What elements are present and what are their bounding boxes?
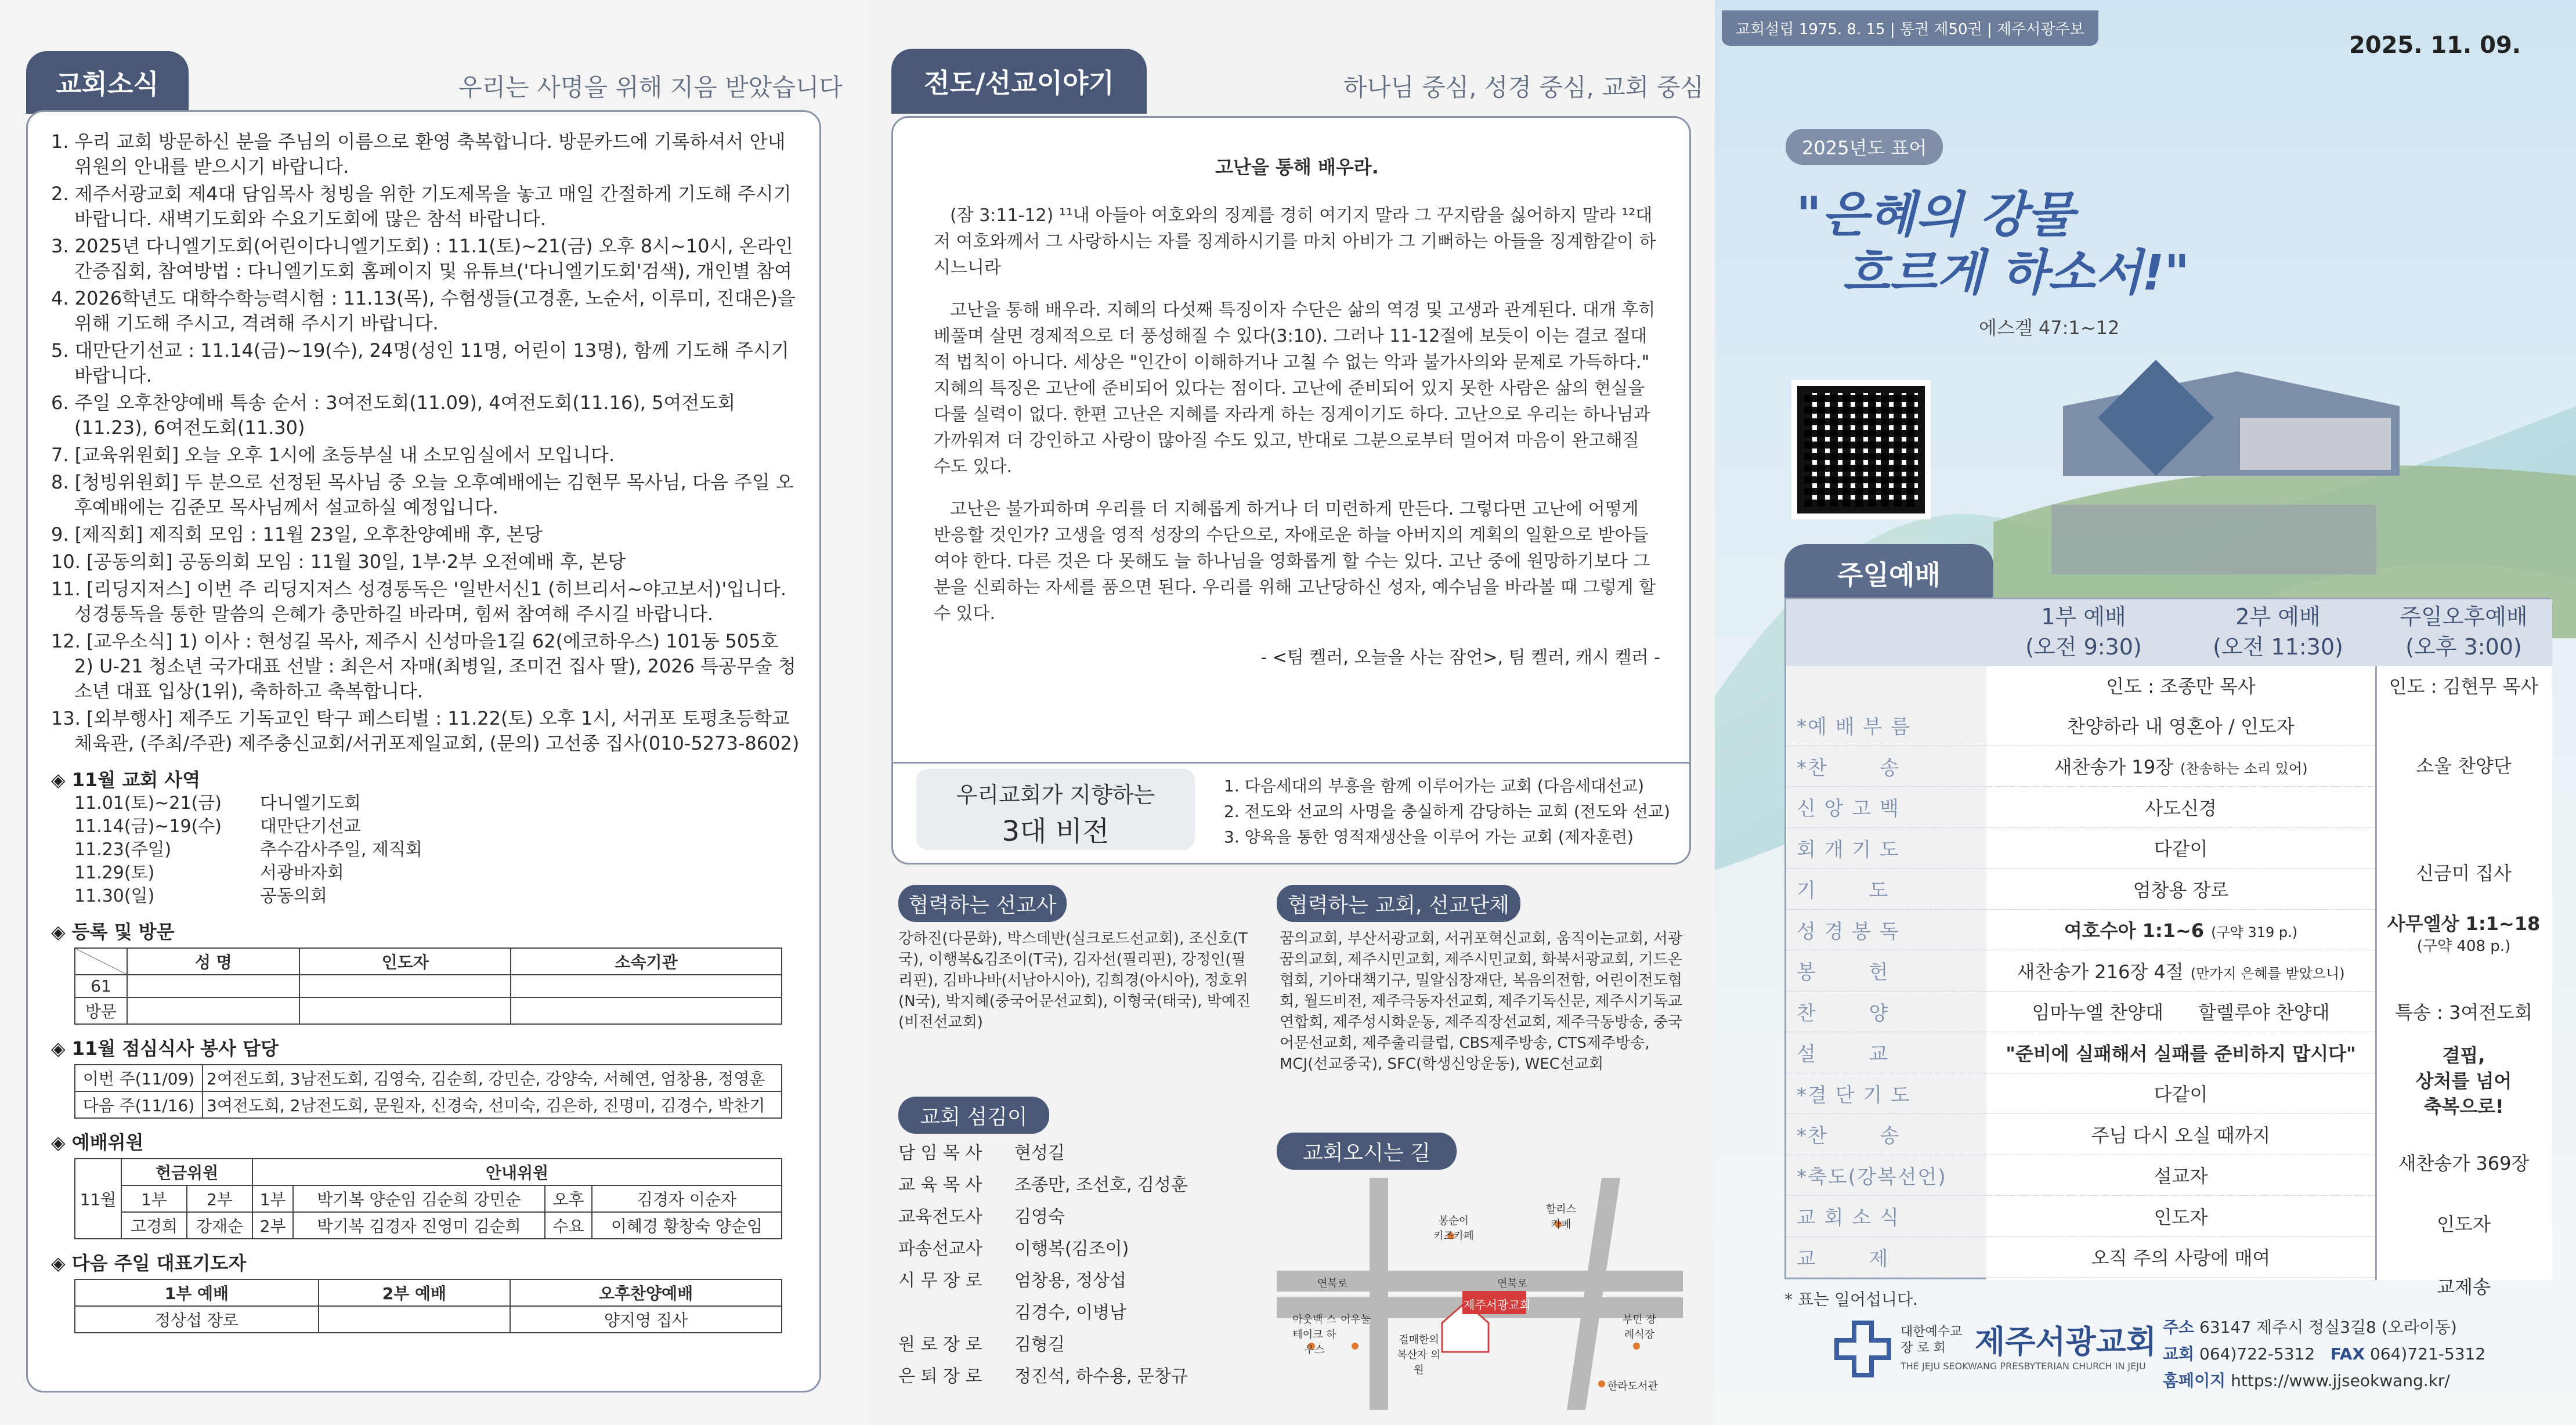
afternoon-item: 새찬송가 369장	[2398, 1152, 2530, 1174]
servant-names: 조종만, 조선호, 김성훈	[1014, 1175, 1188, 1195]
map-label: 연북로	[1497, 1278, 1528, 1290]
order-row	[1786, 1073, 2375, 1115]
servant-row	[898, 1233, 1188, 1265]
map-label: 부민 장례식장	[1623, 1314, 1656, 1341]
order-note: (찬송하는 소리 있어)	[2180, 761, 2308, 777]
service-2-header	[2181, 602, 2375, 662]
servants-list	[898, 1137, 1188, 1393]
registration-title: ◈ 등록 및 방문	[51, 917, 803, 944]
news-item: 12. [교우소식] 1) 이사 : 현성길 목사, 제주시 신성마을1길 62(에코하우스) 101동 505호 2) U-21 청소년 국가대표 선발 : 최은서 자매(최병일, 조미건 집사 딸), 2026 특공무술 청소년 대표 입상(1위), 축하하고 축복합니다.	[51, 630, 796, 702]
usher-cell: 강재순	[187, 1212, 252, 1239]
order-content	[1986, 1162, 2375, 1188]
order-content	[1986, 753, 2375, 779]
choir-2: 할렐루야 찬양대	[2198, 1001, 2330, 1024]
servant-row	[898, 1361, 1188, 1393]
usher-cell: 김경자 이순자	[592, 1185, 782, 1212]
order-label: *결 단 기 도	[1797, 1083, 1911, 1107]
address: 63147 제주시 정실3길8 (오라이동)	[2199, 1318, 2457, 1337]
order-content	[1986, 916, 2375, 943]
church-name: 제주서광교회	[1975, 1323, 2156, 1360]
map-title: 교회오시는 길	[1277, 1133, 1457, 1170]
order-content	[1986, 1039, 2375, 1066]
website-link[interactable]: https://www.jjseokwang.kr/	[2231, 1371, 2450, 1390]
phone: 064)722-5312	[2199, 1344, 2315, 1363]
servant-names: 김형길	[1014, 1334, 1065, 1355]
sermon-line: 상처를 넘어	[2415, 1070, 2512, 1092]
guide-header: 안내위원	[252, 1159, 782, 1185]
church-news-panel	[0, 0, 870, 1425]
news-item: 1. 우리 교회 방문하신 분을 주님의 이름으로 환영 축복합니다. 방문카드에 기록하셔서 안내위원의 안내를 받으시기 바랍니다.	[51, 131, 786, 178]
lunch-table	[74, 1064, 782, 1119]
servant-row	[898, 1137, 1188, 1169]
motto-reference: 에스겔 47:1~12	[1979, 317, 2120, 339]
order-main: 다같이	[2154, 838, 2208, 860]
sermon-line: 축복으로!	[2423, 1095, 2504, 1117]
order-row	[1786, 1114, 2375, 1155]
servant-row	[898, 1329, 1188, 1361]
news-item: 5. 대만단기선교 : 11.14(금)~19(수), 24명(성인 11명, 어린이 13명), 함께 기도해 주시기 바랍니다.	[51, 339, 789, 386]
afternoon-item: 소울 찬양단	[2416, 755, 2512, 777]
order-label: *찬 송	[1797, 756, 1901, 780]
schedule-date: 11.30(일)	[74, 886, 155, 906]
service-name: 1부 예배	[2041, 604, 2126, 630]
schedule-title: ◈ 11월 교회 사역	[51, 765, 803, 792]
map-church-label: 제주서광교회	[1464, 1298, 1531, 1312]
usher-cell: 고경희	[121, 1212, 187, 1239]
news-item: 13. [외부행사] 제주도 기독교인 탁구 페스티벌 : 11.22(토) 오후 1시, 서귀포 토평초등학교 체육관, (주최/주관) 제주충신교회/서귀포제일교회, (문의) 고선종 집사(010-5273-8602)	[51, 707, 800, 754]
order-main: 찬양하라 내 영혼아 / 인도자	[2067, 715, 2295, 737]
map-label: 봉순이 키즈카페	[1433, 1215, 1474, 1242]
order-main: 주님 다시 오실 때까지	[2091, 1124, 2271, 1146]
servant-names: 김영숙	[1014, 1207, 1065, 1227]
order-row	[1786, 705, 2375, 746]
order-row	[1786, 746, 2375, 787]
schedule-date: 11.29(토)	[74, 863, 155, 883]
map-label: 한라도서관	[1607, 1380, 1658, 1393]
worship-order	[1784, 598, 2550, 1298]
order-main: 새찬송가 19장	[2054, 756, 2173, 779]
schedule-event: 서광바자회	[260, 863, 344, 883]
bulletin-info: 교회설립 1975. 8. 15 | 통권 제50권 | 제주서광주보	[1722, 10, 2098, 46]
servant-role: 파송선교사	[898, 1239, 982, 1259]
order-content	[1986, 957, 2375, 984]
reg-header-guide: 인도자	[299, 948, 511, 975]
contact-info	[2163, 1314, 2485, 1394]
missionaries-list: 강하진(다문화), 박스데반(실크로드선교회), 조신호(T국), 이행복&김조이(T국), 김자선(필리핀), 강정인(필리핀), 김바나바(서남아시아), 김희경(아시아), 정호위(N국), 박지혜(중국어문선교회), 이형국(태국), 박예진(비전선교회)	[898, 930, 1251, 1031]
fax: 064)721-5312	[2369, 1344, 2486, 1363]
order-row	[1786, 950, 2375, 992]
usher-cell: 2부	[252, 1212, 293, 1239]
usher-cell: 박기복 양순임 김순희 강민순	[293, 1185, 545, 1212]
servant-role: 시 무 장 로	[898, 1271, 982, 1291]
order-note: (구약 319 p.)	[2211, 924, 2298, 941]
qr-code[interactable]	[1791, 380, 1931, 519]
panel-subtitle: 우리는 사명을 위해 지음 받았습니다	[458, 73, 843, 102]
news-item: 6. 주일 오후찬양예배 특송 순서 : 3여전도회(11.09), 4여전도회(11.16), 5여전도회(11.23), 6여전도회(11.30)	[51, 392, 736, 439]
prayer-header: 1부 예배	[75, 1279, 319, 1306]
usher-cell: 1부	[252, 1185, 293, 1212]
servants-title: 교회 섬김이	[898, 1097, 1049, 1134]
prayer-value: 양지영 집사	[510, 1306, 782, 1333]
order-content	[1986, 1121, 2375, 1148]
order-row	[1786, 992, 2375, 1033]
usher-cell: 박기복 김경자 진영미 김순희	[293, 1212, 545, 1239]
order-label: 교 회 소 식	[1797, 1206, 1900, 1230]
prayer-title: ◈ 다음 주일 대표기도자	[51, 1249, 803, 1275]
order-main: 오직 주의 사랑에 매여	[2091, 1247, 2271, 1270]
lunch-label: 다음 주(11/16)	[75, 1091, 203, 1118]
order-row	[1786, 1196, 2375, 1237]
schedule-event: 대만단기선교	[260, 816, 361, 837]
essay-title: 고난을 통해 배우라.	[1215, 156, 1379, 178]
usher-cell: 오후	[545, 1185, 592, 1212]
order-content	[1986, 712, 2375, 739]
order-content	[1986, 834, 2375, 861]
phone-label: 교회	[2163, 1344, 2195, 1363]
service-1-header	[1986, 602, 2181, 662]
leader-morning: 인도 : 조종만 목사	[2106, 675, 2256, 697]
news-item: 8. [청빙위원회] 두 분으로 선정된 목사님 중 오늘 오후예배에는 김현무 목사님, 다음 주일 오후예배에는 김준모 목사님께서 설교하실 예정입니다.	[51, 471, 794, 518]
order-label: 봉 헌	[1797, 961, 1889, 985]
afternoon-item: 특송 : 3여전도회	[2395, 1001, 2532, 1023]
service-name: 주일오후예배	[2400, 604, 2528, 630]
bulletin-date: 2025. 11. 09.	[2349, 32, 2521, 59]
schedule-event: 다니엘기도회	[260, 793, 361, 813]
schedule-list	[74, 792, 803, 908]
map-label: 어우눌	[1341, 1314, 1371, 1326]
prayer-table	[74, 1279, 782, 1333]
afternoon-item: 신금미 집사	[2416, 862, 2512, 884]
prayer-value	[319, 1306, 510, 1333]
order-row	[1786, 1237, 2375, 1278]
servant-row	[898, 1265, 1188, 1297]
church-english-name: THE JEJU SEOKWANG PRESBYTERIAN CHURCH IN JEJU	[1901, 1361, 2146, 1372]
sermon-line: 결핍,	[2442, 1044, 2485, 1066]
usher-cell: 1부	[121, 1185, 187, 1212]
schedule-item	[74, 815, 803, 838]
servant-names: 엄창용, 정상섭	[1014, 1271, 1126, 1291]
order-label: *축도(강복선언)	[1797, 1165, 1947, 1189]
servant-role: 교 육 목 사	[898, 1175, 982, 1195]
servant-role: 원 로 장 로	[898, 1334, 982, 1355]
order-content	[1986, 998, 2375, 1025]
order-label: 신 앙 고 백	[1797, 797, 1900, 821]
fax-label: FAX	[2330, 1344, 2365, 1363]
order-row	[1786, 869, 2375, 910]
website-label: 홈페이지	[2163, 1371, 2226, 1390]
choir-1: 임마누엘 찬양대	[2032, 1001, 2163, 1024]
prayer-header: 2부 예배	[319, 1279, 510, 1306]
servant-row	[898, 1297, 1188, 1329]
denomination	[1901, 1324, 1962, 1357]
order-row	[1786, 828, 2375, 869]
mission-tab: 전도/선교이야기	[891, 49, 1147, 114]
map-label: 걸매한의 복산자 의원	[1397, 1334, 1441, 1376]
vision-list	[1224, 773, 1670, 850]
order-row	[1786, 787, 2375, 828]
vision-label-line: 우리교회가 지향하는	[956, 782, 1155, 808]
news-item: 3. 2025년 다니엘기도회(어린이다니엘기도회) : 11.1(토)~21(금) 오후 8시~10시, 온라인 간증집회, 참여방법 : 다니엘기도회 홈페이지 및 유튜브('다니엘기도회'검색), 개인별 참여	[51, 235, 793, 282]
servant-role: 은 퇴 장 로	[898, 1366, 982, 1387]
service-name: 2부 예배	[2235, 604, 2321, 630]
reg-header-name: 성 명	[127, 948, 299, 975]
news-item: 7. [교육위원회] 오늘 오후 1시에 초등부실 내 소모임실에서 모입니다.	[51, 444, 615, 466]
usher-cell: 수요	[545, 1212, 592, 1239]
denomination-line: 장 로 회	[1901, 1341, 1946, 1355]
order-label: *예 배 부 름	[1797, 715, 1911, 739]
leader-afternoon: 인도 : 김현무 목사	[2389, 675, 2539, 697]
service-time: (오전 9:30)	[2025, 634, 2142, 660]
schedule-date: 11.14(금)~19(수)	[74, 816, 222, 837]
order-main: 설교자	[2154, 1165, 2208, 1188]
order-main: 사도신경	[2145, 797, 2217, 819]
order-main: 엄창용 장로	[2133, 878, 2229, 901]
essay-paragraph: 고난은 불가피하며 우리를 더 지혜롭게 하거나 더 미련하게 만든다. 그렇다면 고난에 어떻게 반응할 것인가? 고생을 영적 성장의 수단으로, 자애로운 하늘 아버지의 계획의 일환으로 받아들여야 한다. 다른 것은 다 못해도 늘 하나님을 영화롭게 할 수는 있다. 고난 중에 원망하기보다 그분을 신뢰하는 자세를 품으면 된다. 우리를 위해 고난당하신 성자, 예수님을 바라볼 때 그렇게 할 수 있다.	[934, 499, 1656, 624]
partners-title: 협력하는 교회, 선교단체	[1277, 885, 1520, 922]
worship-tab: 주일예배	[1784, 544, 1993, 602]
afternoon-item: 인도자	[2437, 1213, 2491, 1235]
order-content	[1986, 876, 2375, 902]
order-main: 새찬송가 216장 4절	[2017, 960, 2184, 983]
order-label: 찬 양	[1797, 1001, 1889, 1025]
news-item: 9. [제직회] 제직회 모임 : 11월 23일, 오후찬양예배 후, 본당	[51, 523, 543, 545]
reg-header-org: 소속기관	[511, 948, 782, 975]
news-card	[26, 110, 821, 1393]
church-news-tab: 교회소식	[26, 51, 189, 114]
order-row	[1786, 1155, 2375, 1196]
usher-month: 11월	[75, 1159, 121, 1239]
order-main: 여호수아 1:1~6	[2064, 920, 2205, 942]
mission-panel	[870, 0, 1715, 1425]
order-label: *찬 송	[1797, 1124, 1901, 1148]
servant-names: 김경수, 이병남	[1014, 1303, 1126, 1323]
servant-role: 담 임 목 사	[898, 1143, 982, 1163]
afternoon-item: 교제송	[2437, 1276, 2491, 1298]
schedule-item	[74, 792, 803, 815]
usher-cell: 2부	[187, 1185, 252, 1212]
order-label: 설 교	[1797, 1043, 1889, 1066]
afternoon-item: (구약 408 p.)	[2416, 938, 2511, 955]
order-main: "준비에 실패해서 실패를 준비하지 맙시다"	[2006, 1042, 2356, 1065]
map-label: 연북로	[1317, 1278, 1348, 1290]
church-logo-icon	[1831, 1317, 1895, 1381]
essay-source: - <팀 켈러, 오늘을 사는 잠언>, 팀 켈러, 캐시 켈러 -	[1260, 648, 1660, 668]
servant-names: 이행복(김조이)	[1014, 1239, 1129, 1259]
panel-subtitle: 하나님 중심, 성경 중심, 교회 중심	[1343, 73, 1704, 102]
servant-row	[898, 1169, 1188, 1201]
vision-label	[916, 769, 1195, 850]
prayer-header: 오후찬양예배	[510, 1279, 782, 1306]
servant-role	[898, 1297, 1014, 1329]
vision-label-line: 3대 비전	[1002, 815, 1110, 848]
order-label: 기 도	[1797, 879, 1889, 903]
news-list	[51, 129, 803, 756]
order-main: 인도자	[2154, 1206, 2208, 1228]
lunch-volunteers: 3여전도회, 2남전도회, 문원자, 신경숙, 선미숙, 김은하, 진명미, 김경수, 박찬기	[203, 1091, 782, 1118]
motto-line: "은혜의 강물	[1796, 186, 2074, 243]
map-label: 할리스 카페	[1545, 1203, 1577, 1231]
lunch-volunteers: 2여전도회, 3남전도회, 김영숙, 김순희, 강민순, 강양숙, 서혜연, 엄창용, 정영훈	[203, 1065, 782, 1091]
order-main: 다같이	[2154, 1083, 2208, 1106]
order-row	[1786, 910, 2375, 951]
usher-table	[74, 1158, 782, 1239]
lunch-label: 이번 주(11/09)	[75, 1065, 203, 1091]
afternoon-item: 사무엘상 1:1~18	[2387, 913, 2541, 935]
vision-item: 1. 다음세대의 부흥을 함께 이루어가는 교회 (다음세대선교)	[1224, 776, 1645, 795]
service-time: (오전 11:30)	[2213, 634, 2343, 660]
vision-item: 2. 전도와 선교의 사명을 충실하게 감당하는 교회 (전도와 선교)	[1224, 802, 1670, 821]
order-label: 교 제	[1797, 1247, 1889, 1271]
lunch-title: ◈ 11월 점심식사 봉사 담당	[51, 1034, 803, 1061]
usher-title: ◈ 예배위원	[51, 1128, 803, 1155]
order-content	[1986, 1243, 2375, 1270]
order-rows	[1786, 705, 2375, 1278]
order-label: 회 개 기 도	[1797, 838, 1900, 862]
schedule-event: 공동의회	[260, 886, 327, 906]
usher-cell: 이혜경 황창숙 양순임	[592, 1212, 782, 1239]
servant-row	[898, 1201, 1188, 1233]
order-content	[1986, 1203, 2375, 1229]
schedule-item	[74, 862, 803, 885]
servant-names: 현성길	[1014, 1143, 1065, 1163]
map-label: 아웃백 스테이크 하우스	[1292, 1314, 1336, 1356]
essay-body	[934, 202, 1660, 627]
order-label: 성 경 봉 독	[1797, 920, 1900, 943]
divider	[891, 762, 1691, 764]
registration-table	[74, 947, 782, 1025]
schedule-date: 11.23(주일)	[74, 840, 172, 860]
essay-paragraph: 고난을 통해 배우라. 지혜의 다섯째 특징이자 수단은 삶의 역경 및 고생과 관계된다. 대개 후히 베풀며 살면 경제적으로 더 풍성해질 수 있다(3:10). 그러나 11-12절에 보듯이 이는 결코 절대적 법칙이 아니다. 세상은 "인간이 이해하거나 고칠 수 없는 악과 불가사의와 문제로 가득하다." 지혜의 특징은 고난에 준비되어 있다는 점이다. 고난에 준비되어 있지 못한 사람은 삶의 현실을 다룰 실력이 없다. 한편 고난은 지혜를 자라게 하는 징계이기도 하다. 고난으로 우리는 하나님과 가까워져 더 강인하고 사랑이 많아질 수도 있고, 반대로 그분으로부터 멀어져 마음이 완고해질 수도 있다.	[934, 300, 1656, 477]
afternoon-sermon	[2375, 1043, 2552, 1119]
order-note: (만가지 은혜를 받았으니)	[2190, 965, 2345, 982]
cover-panel	[1715, 0, 2576, 1425]
order-content	[1986, 1080, 2375, 1106]
partners-list: 꿈의교회, 부산서광교회, 서귀포혁신교회, 움직이는교회, 서광꿈의교회, 제주시민교회, 제주시민교회, 화북서광교회, 기드온협회, 기아대책기구, 밀알심장재단, 복음의전함, 어린이전도협회, 월드비전, 제주극동자선교회, 제주기독신문, 제주시기독교연합회, 제주성시화운동, 제주직장선교회, 제주극동방송, 중국어문선교회, 제주출리클럽, CBS제주방송, CTS제주방송, MCJ(선교중국), SFC(학생신앙운동), WEC선교회	[1280, 930, 1683, 1073]
essay-card	[891, 116, 1691, 865]
servant-names: 정진석, 하수용, 문창규	[1014, 1366, 1188, 1387]
order-content	[1986, 794, 2375, 820]
schedule-event: 추수감사주일, 제직회	[260, 840, 422, 860]
schedule-date: 11.01(토)~21(금)	[74, 793, 222, 813]
reg-row-label: 61	[75, 975, 127, 997]
servant-role: 교육전도사	[898, 1207, 982, 1227]
service-time: (오후 3:00)	[2405, 634, 2522, 660]
denomination-line: 대한예수교	[1901, 1325, 1963, 1339]
offering-header: 헌금위원	[121, 1159, 252, 1185]
reg-row-label: 방문	[75, 997, 127, 1024]
motto-line: 흐르게 하소서!"	[1842, 244, 2190, 301]
missionaries-title: 협력하는 선교사	[898, 885, 1067, 922]
news-item: 2. 제주서광교회 제4대 담임목사 청빙을 위한 기도제목을 놓고 매일 간절하게 기도해 주시기 바랍니다. 새벽기도회와 수요기도회에 많은 참석 바랍니다.	[51, 183, 792, 230]
order-row	[1786, 1032, 2375, 1073]
standing-note: * 표는 일어섭니다.	[1784, 1290, 1919, 1309]
vision-item: 3. 양육을 통한 영적재생산을 이루어 가는 교회 (제자훈련)	[1224, 827, 1634, 847]
motto	[1796, 186, 2190, 302]
news-item: 11. [리딩지저스] 이번 주 리딩지저스 성경통독은 '일반서신1 (히브리서~야고보서)'입니다. 성경통독을 통한 말씀의 은혜가 충만하길 바라며, 힘써 참여해 주시길 바랍니다.	[51, 578, 787, 625]
news-item: 4. 2026학년도 대학수학능력시험 : 11.13(목), 수험생들(고경훈, 노순서, 이루미, 진대은)을 위해 기도해 주시고, 격려해 주시기 바랍니다.	[51, 287, 796, 334]
address-label: 주소	[2163, 1318, 2195, 1337]
essay-paragraph: (잠 3:11-12) ¹¹내 아들아 여호와의 징계를 경히 여기지 말라 그 꾸지람을 싫어하지 말라 ¹²대저 여호와께서 그 사랑하시는 자를 징계하시기를 마치 아비가 그 기뻐하는 아들을 징계함같이 하시느니라	[934, 205, 1656, 278]
motto-label: 2025년도 표어	[1786, 129, 1943, 165]
schedule-item	[74, 838, 803, 862]
service-3-header	[2375, 602, 2552, 662]
directions-map	[1277, 1178, 1683, 1410]
news-item: 10. [공동의회] 공동의회 모임 : 11월 30일, 1부·2부 오전예배 후, 본당	[51, 551, 626, 573]
schedule-item	[74, 885, 803, 908]
prayer-value: 정상섭 장로	[75, 1306, 319, 1333]
